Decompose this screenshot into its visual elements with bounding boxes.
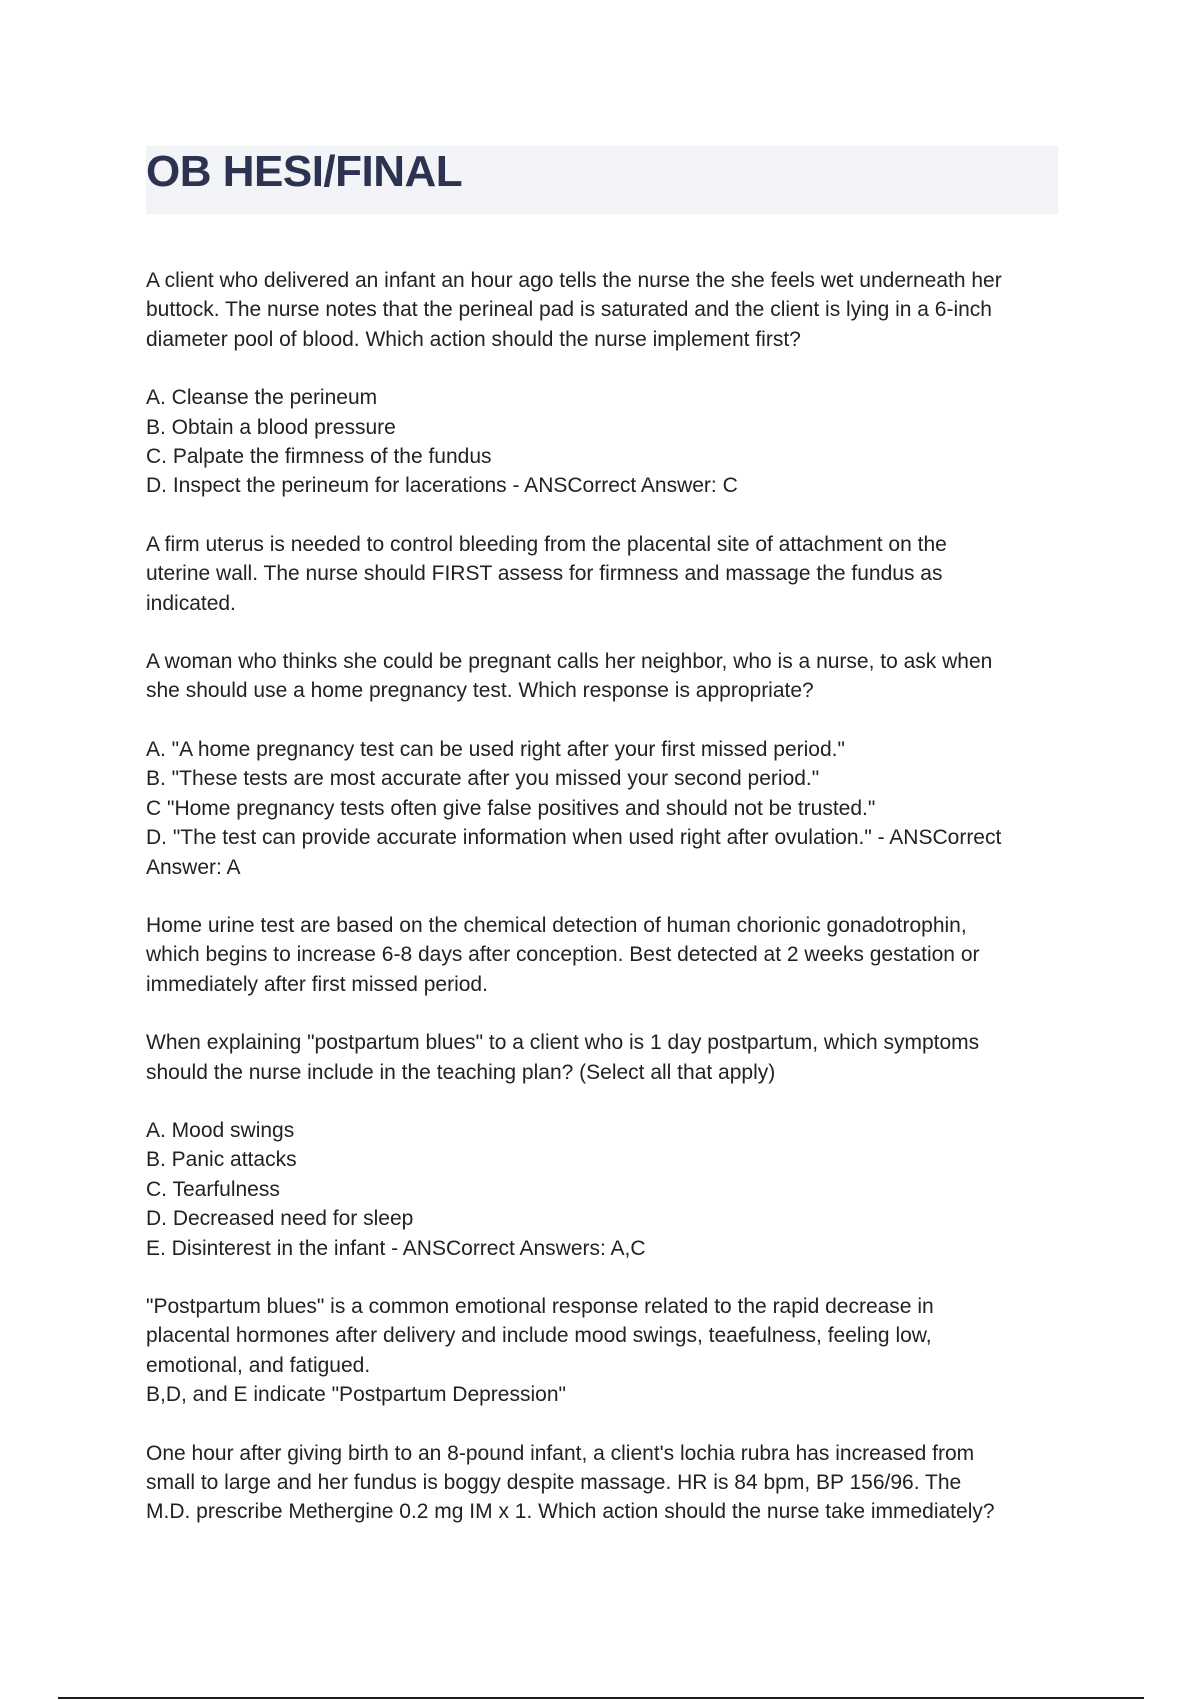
text-line: emotional, and fatigued. — [146, 1353, 371, 1377]
question-1-rationale — [146, 530, 1066, 618]
text-line: Home urine test are based on the chemical detection of human chorionic gonadotrophin, — [146, 913, 967, 937]
text-line: M.D. prescribe Methergine 0.2 mg IM x 1. Which action should the nurse take immediately? — [146, 1500, 995, 1524]
answer-option: Answer: A — [146, 855, 241, 879]
text-line: should the nurse include in the teaching plan? (Select all that apply) — [146, 1060, 776, 1084]
text-line: A firm uterus is needed to control bleeding from the placental site of attachment on the — [146, 532, 947, 556]
answer-option: A. Mood swings — [146, 1118, 295, 1142]
answer-option: C "Home pregnancy tests often give false positives and should not be trusted." — [146, 796, 876, 820]
text-line: A client who delivered an infant an hour ago tells the nurse the she feels wet underneath her — [146, 269, 1002, 292]
question-2-rationale — [146, 911, 1066, 999]
answer-option: B. "These tests are most accurate after you missed your second period." — [146, 767, 820, 791]
text-line: immediately after first missed period. — [146, 972, 488, 996]
question-1-options — [146, 383, 1066, 501]
text-line: small to large and her fundus is boggy despite massage. HR is 84 bpm, BP 156/96. The — [146, 1471, 962, 1494]
answer-option: D. "The test can provide accurate information when used right after ovulation." - ANSCorrect — [146, 826, 1002, 850]
text-line: "Postpartum blues" is a common emotional response related to the rapid decrease in — [146, 1294, 934, 1318]
answer-option: D. Decreased need for sleep — [146, 1207, 414, 1231]
text-line: A woman who thinks she could be pregnant calls her neighbor, who is a nurse, to ask when — [146, 650, 993, 674]
question-2-stem — [146, 647, 1066, 706]
answer-option: B. Panic attacks — [146, 1148, 297, 1172]
text-line: placental hormones after delivery and include mood swings, teaefulness, feeling low, — [146, 1324, 932, 1348]
text-line: diameter pool of blood. Which action should the nurse implement first? — [146, 327, 801, 351]
text-line: which begins to increase 6-8 days after conception. Best detected at 2 weeks gestation or — [146, 943, 980, 967]
answer-option: A. Cleanse the perineum — [146, 386, 378, 410]
answer-option: B. Obtain a blood pressure — [146, 415, 396, 439]
answer-option: E. Disinterest in the infant - ANSCorrect Answers: A,C — [146, 1236, 646, 1260]
document-body — [146, 266, 1066, 1556]
question-3-rationale — [146, 1292, 1066, 1410]
answer-option: D. Inspect the perineum for lacerations - ANSCorrect Answer: C — [146, 474, 738, 498]
text-line: she should use a home pregnancy test. Which response is appropriate? — [146, 679, 814, 703]
question-4-stem — [146, 1439, 1066, 1527]
text-line: buttock. The nurse notes that the perineal pad is saturated and the client is lying in a 6-inch — [146, 298, 992, 322]
question-3-stem — [146, 1028, 1066, 1087]
page-bottom-divider — [58, 1697, 1144, 1699]
text-line: B,D, and E indicate "Postpartum Depression" — [146, 1383, 566, 1407]
question-1-stem — [146, 266, 1066, 354]
answer-option: C. Tearfulness — [146, 1177, 280, 1201]
question-2-options — [146, 735, 1066, 882]
question-3-options — [146, 1116, 1066, 1263]
text-line: indicated. — [146, 591, 236, 615]
text-line: When explaining "postpartum blues" to a client who is 1 day postpartum, which symptoms — [146, 1031, 980, 1055]
answer-option: A. "A home pregnancy test can be used right after your first missed period." — [146, 737, 845, 761]
answer-option: C. Palpate the firmness of the fundus — [146, 445, 492, 469]
text-line: uterine wall. The nurse should FIRST assess for firmness and massage the fundus as — [146, 562, 943, 586]
text-line: One hour after giving birth to an 8-pound infant, a client's lochia rubra has increased from — [146, 1441, 975, 1465]
document-title: OB HESI/FINAL — [146, 147, 463, 196]
